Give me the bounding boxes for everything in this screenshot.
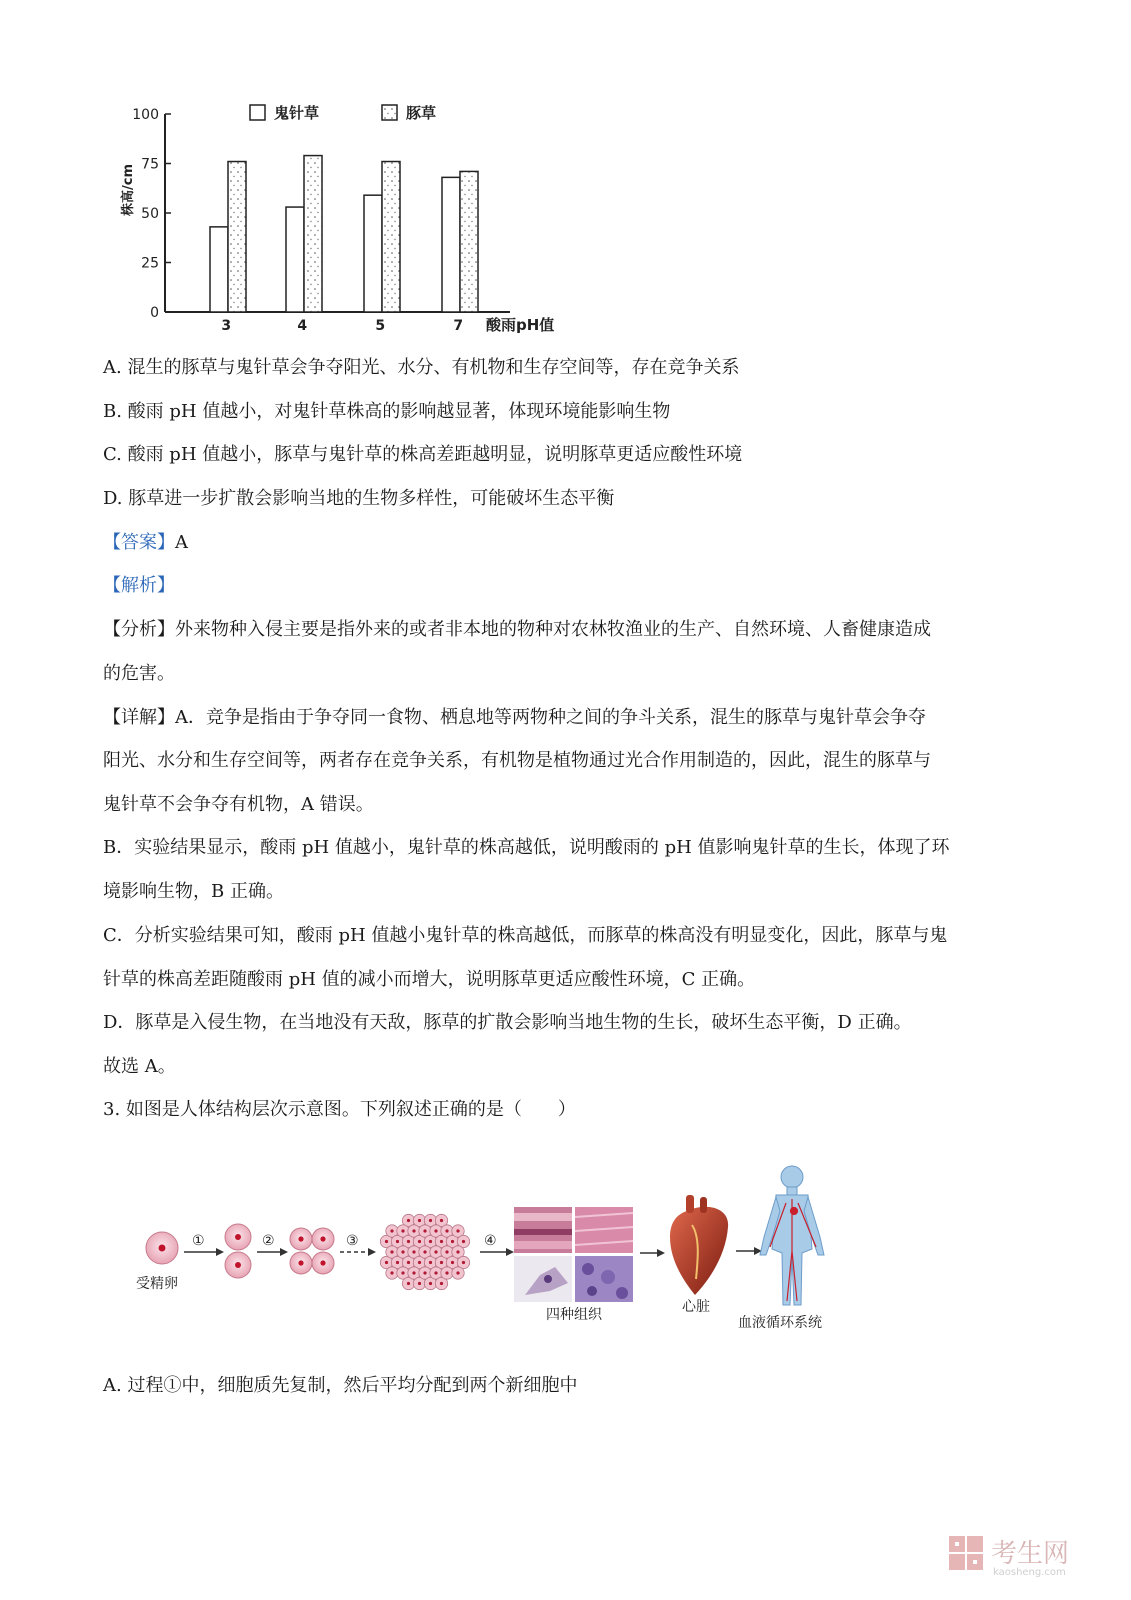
cluster-cell-nucleus [412,1250,415,1253]
cluster-cell-nucleus [412,1229,415,1232]
two-cell-stage [225,1224,251,1278]
legend-swatch-guizhencao [250,105,265,120]
y-tick-label: 0 [150,305,159,321]
step-2-marker: ② [262,1233,275,1249]
x-axis-label: 酸雨pH值 [486,316,555,334]
legend-label-tuncao: 豚草 [406,104,437,122]
cluster-cell-nucleus [429,1282,432,1285]
cluster-cell-nucleus [451,1240,454,1243]
cluster-cell-nucleus [429,1240,432,1243]
x-tick-label: 5 [375,318,386,334]
question-3-option-a: A. 过程①中，细胞质先复制，然后平均分配到两个新细胞中 [103,1375,578,1396]
cluster-cell-nucleus [396,1261,399,1264]
cluster-cell-nucleus [407,1219,410,1222]
bar-guizhencao-ph-5 [364,195,382,312]
cluster-cell-nucleus [456,1271,459,1274]
cluster-cell-nucleus [401,1229,404,1232]
x-tick-label: 4 [297,318,308,334]
bar-tuncao-ph-5 [382,162,400,312]
answer-label: 【答案】 [103,532,175,553]
y-tick-label: 100 [132,107,159,123]
answer-value: A [175,532,188,553]
detail-line-1: 【详解】A．竞争是指由于争夺同一食物、栖息地等两物种之间的争斗关系，混生的豚草与鬼针草会争夺 [103,707,926,728]
cluster-cell-nucleus [456,1250,459,1253]
watermark [947,1532,1097,1582]
cluster-cell-nucleus [429,1219,432,1222]
bar-tuncao-ph-7 [460,171,478,312]
bar-guizhencao-ph-3 [210,227,228,312]
option-d: D. 豚草进一步扩散会影响当地的生物多样性，可能破坏生态平衡 [103,488,615,509]
cluster-cell-nucleus [434,1250,437,1253]
cluster-cell-nucleus [456,1229,459,1232]
detail-line-7: 针草的株高差距随酸雨 pH 值的减小而增大，说明豚草更适应酸性环境，C 正确。 [103,969,756,990]
cell-cluster [380,1214,469,1289]
analysis-heading: 【解析】 [103,575,175,596]
cluster-cell-nucleus [401,1271,404,1274]
legend-swatch-tuncao [382,105,397,120]
cluster-cell-nucleus [396,1240,399,1243]
cluster-cell-nucleus [423,1250,426,1253]
cluster-cell-nucleus [390,1271,393,1274]
cluster-cell-nucleus [434,1271,437,1274]
detail-line-2: 阳光、水分和生存空间等，两者存在竞争关系，有机物是植物通过光合作用制造的，因此，混生的豚草与 [103,750,931,771]
x-tick-label: 3 [221,318,232,334]
arrow-step-3 [340,1248,376,1256]
arrow-step-4 [480,1248,514,1256]
cluster-cell-nucleus [429,1261,432,1264]
zygote-cell [146,1232,178,1264]
arrow-to-system [736,1247,762,1255]
y-tick-label: 75 [141,156,159,173]
bar-guizhencao-ph-7 [442,177,460,312]
tissue-images [514,1207,633,1302]
cluster-cell-nucleus [440,1240,443,1243]
cluster-cell-nucleus [390,1250,393,1253]
option-b: B. 酸雨 pH 值越小，对鬼针草株高的影响越显著，体现环境能影响生物 [103,401,671,422]
detail-line-5: 境影响生物，B 正确。 [103,881,284,902]
x-tick-label: 7 [453,318,464,334]
cluster-cell-nucleus [418,1219,421,1222]
detail-line-9: 故选 A。 [103,1056,176,1077]
option-a: A. 混生的豚草与鬼针草会争夺阳光、水分、有机物和生存空间等，存在竞争关系 [103,357,740,378]
cluster-cell-nucleus [440,1219,443,1222]
heart-image [670,1195,728,1295]
bar-guizhencao-ph-4 [286,207,304,312]
detail-line-8: D．豚草是入侵生物，在当地没有天敌，豚草的扩散会影响当地生物的生长，破坏生态平衡，D 正确。 [103,1012,912,1033]
answer-line [103,531,188,555]
analysis-line-2: 的危害。 [103,663,175,684]
arrow-step-1 [184,1248,224,1256]
bar-tuncao-ph-3 [228,162,246,312]
cluster-cell-nucleus [445,1271,448,1274]
cluster-cell-nucleus [385,1261,388,1264]
y-axis-label: 株高/cm [121,163,136,217]
system-label: 血液循环系统 [738,1315,822,1331]
bar-chart [110,98,590,338]
cluster-cell-nucleus [385,1240,388,1243]
step-1-marker: ① [192,1233,205,1249]
cluster-cell-nucleus [445,1250,448,1253]
detail-line-4: B．实验结果显示，酸雨 pH 值越小，鬼针草的株高越低，说明酸雨的 pH 值影响鬼针草的生长，体现了环 [103,837,950,858]
step-3-marker: ③ [346,1233,359,1249]
heart-label: 心脏 [682,1299,710,1315]
cluster-cell-nucleus [462,1261,465,1264]
cluster-cell-nucleus [418,1282,421,1285]
step-4-marker: ④ [484,1233,497,1249]
structure-diagram [130,1155,850,1335]
four-cell-stage [290,1228,334,1274]
watermark-logo-icon [949,1536,983,1570]
cluster-cell-nucleus [418,1261,421,1264]
bar-tuncao-ph-4 [304,156,322,312]
cluster-cell-nucleus [440,1282,443,1285]
cluster-cell-nucleus [423,1229,426,1232]
arrow-to-heart [640,1249,665,1257]
zygote-label: 受精卵 [136,1276,178,1292]
cluster-cell-nucleus [407,1240,410,1243]
y-tick-label: 25 [141,255,159,272]
y-tick-label: 50 [141,206,159,222]
watermark-brand: 考生网 [991,1539,1070,1569]
arrow-step-2 [257,1248,288,1256]
analysis-line-1: 【分析】外来物种入侵主要是指外来的或者非本地的物种对农林牧渔业的生产、自然环境、人畜健康造成 [103,619,931,640]
detail-line-6: C．分析实验结果可知，酸雨 pH 值越小鬼针草的株高越低，而豚草的株高没有明显变化，因此，豚草与鬼 [103,925,948,946]
cluster-cell-nucleus [423,1271,426,1274]
cluster-cell-nucleus [412,1271,415,1274]
cluster-cell-nucleus [407,1282,410,1285]
cluster-cell-nucleus [390,1229,393,1232]
cluster-cell-nucleus [418,1240,421,1243]
option-c: C. 酸雨 pH 值越小，豚草与鬼针草的株高差距越明显，说明豚草更适应酸性环境 [103,444,743,465]
tissue-label: 四种组织 [546,1307,602,1323]
cluster-cell-nucleus [401,1250,404,1253]
cluster-cell-nucleus [407,1261,410,1264]
detail-line-3: 鬼针草不会争夺有机物，A 错误。 [103,794,374,815]
legend-label-guizhencao: 鬼针草 [274,104,320,122]
cluster-cell-nucleus [434,1229,437,1232]
watermark-url: kaosheng.com [993,1567,1066,1578]
cluster-cell-nucleus [451,1261,454,1264]
question-3-stem: 3. 如图是人体结构层次示意图。下列叙述正确的是（ ） [103,1099,576,1120]
cluster-cell-nucleus [440,1261,443,1264]
cluster-cell-nucleus [462,1240,465,1243]
cluster-cell-nucleus [445,1229,448,1232]
